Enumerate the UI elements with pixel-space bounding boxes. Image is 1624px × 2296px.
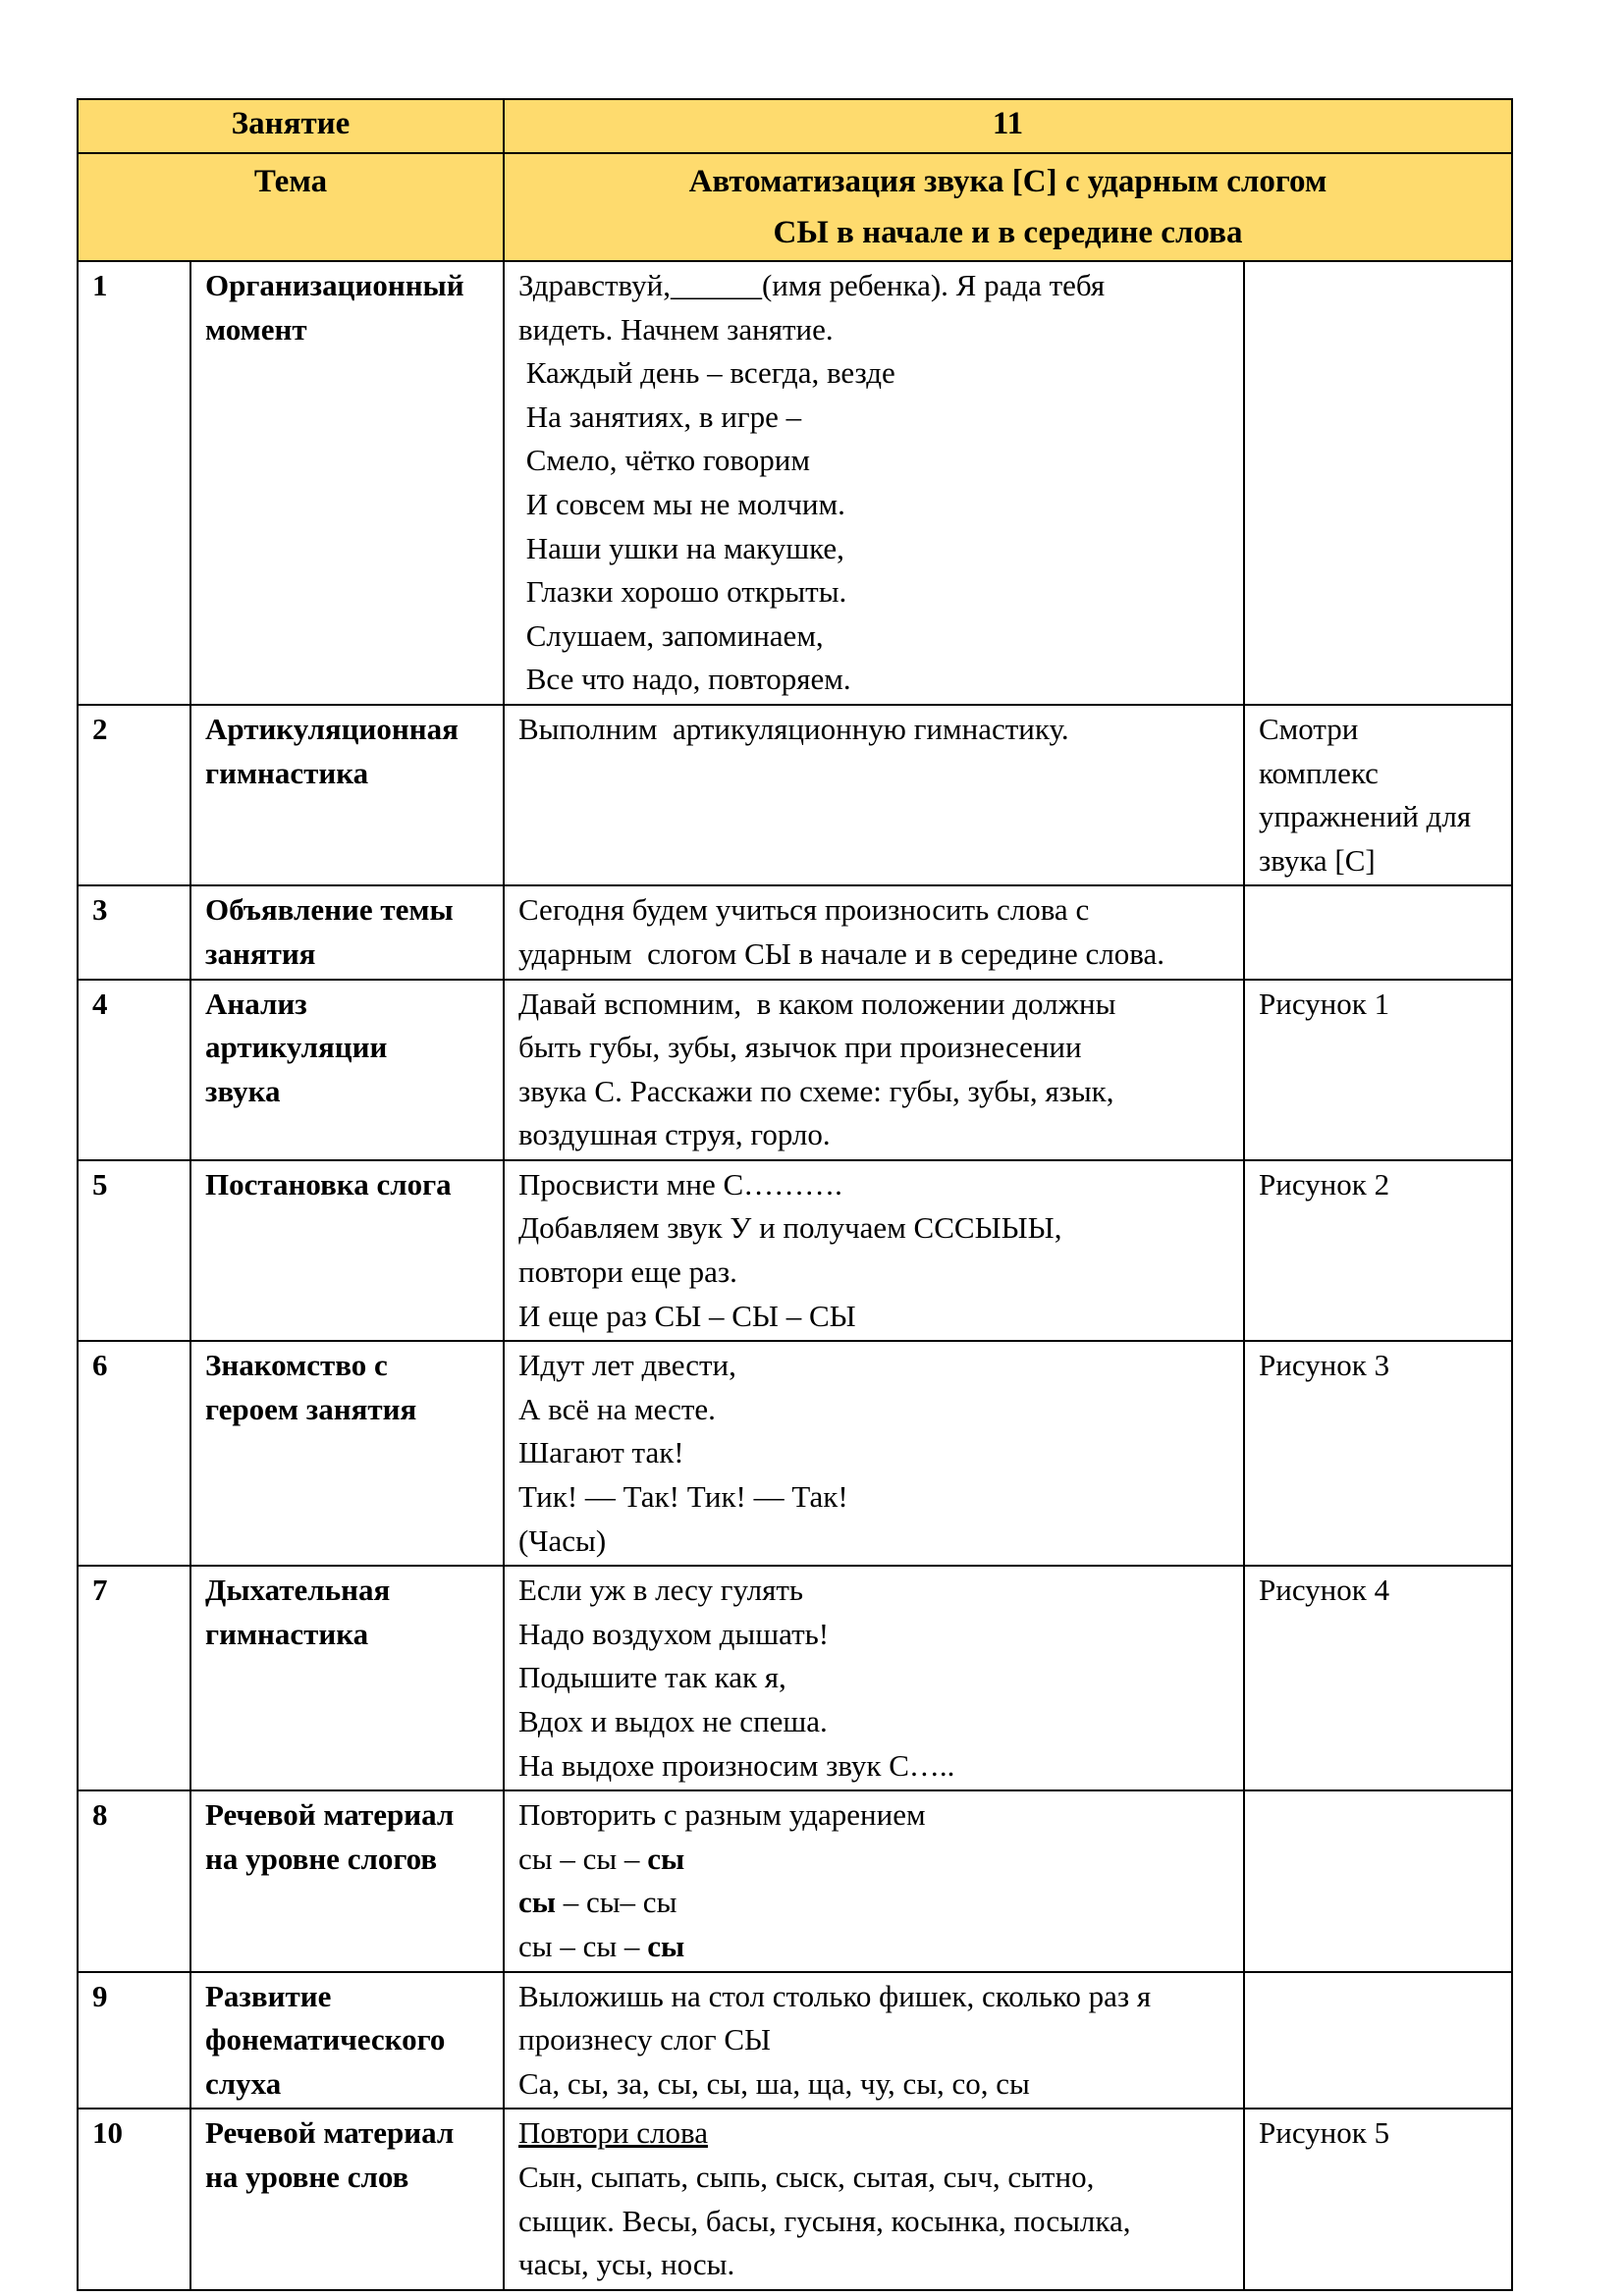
content-line: На выдохе произносим звук С….. <box>518 1747 955 1783</box>
content-line: На занятиях, в игре – <box>518 399 802 434</box>
table-row <box>78 1341 1512 1566</box>
stage-note <box>1244 261 1512 705</box>
note-line: Рисунок 4 <box>1259 1573 1390 1608</box>
content-line: Подышите так как я, <box>518 1660 786 1695</box>
stage-line: на уровне слогов <box>205 1841 438 1876</box>
row-number: 10 <box>78 2109 190 2289</box>
topic-line: Автоматизация звука [С] с ударным слогом <box>688 164 1327 199</box>
stage-name <box>190 885 504 979</box>
stage-note <box>1244 1972 1512 2109</box>
stage-name <box>190 1790 504 1971</box>
content-line: А всё на месте. <box>518 1391 716 1426</box>
stage-line: героем занятия <box>205 1391 417 1426</box>
note-line: комплекс <box>1259 755 1379 790</box>
stage-content <box>504 1341 1244 1566</box>
content-line: И совсем мы не молчим. <box>518 486 845 521</box>
syllable-line <box>518 1925 1229 1969</box>
stage-name <box>190 705 504 885</box>
syllable-part: сы – сы – <box>518 1928 648 1963</box>
stage-content <box>504 1160 1244 1341</box>
stressed-syllable: сы <box>647 1928 685 1963</box>
content-line: Добавляем звук У и получаем СССЫЫЫ, <box>518 1210 1062 1246</box>
content-line: Наши ушки на макушке, <box>518 530 844 565</box>
row-number: 9 <box>78 1972 190 2109</box>
content-line: сыщик. Весы, басы, гусыня, косынка, посылка, <box>518 2203 1131 2238</box>
table-row <box>78 1790 1512 1971</box>
row-number: 7 <box>78 1566 190 1790</box>
table-row <box>78 885 1512 979</box>
stage-content <box>504 980 1244 1160</box>
header-row-topic <box>78 153 1512 261</box>
stage-line: Развитие <box>205 1978 332 2013</box>
content-line: произнесу слог СЫ <box>518 2022 772 2057</box>
content-line: повтори еще раз. <box>518 1255 737 1290</box>
stage-note <box>1244 1160 1512 1341</box>
content-line: Сегодня будем учиться произносить слова с <box>518 892 1090 928</box>
table-row <box>78 261 1512 705</box>
content-line: И еще раз СЫ – СЫ – СЫ <box>518 1298 856 1333</box>
content-line: Са, сы, за, сы, сы, ша, ща, чу, сы, со, сы <box>518 2065 1030 2101</box>
content-line: Выложишь на стол столько фишек, сколько раз я <box>518 1978 1152 2013</box>
stage-line: занятия <box>205 935 316 971</box>
table-row <box>78 1972 1512 2109</box>
content-line: звука С. Расскажи по схеме: губы, зубы, язык, <box>518 1073 1114 1108</box>
table-row <box>78 980 1512 1160</box>
content-line: Слушаем, запоминаем, <box>518 617 824 653</box>
content-line: Если уж в лесу гулять <box>518 1573 804 1608</box>
stage-line: фонематического <box>205 2022 446 2057</box>
content-line: Сын, сыпать, сыпь, сыск, сытая, сыч, сытно, <box>518 2159 1095 2194</box>
table-row <box>78 705 1512 885</box>
stage-note <box>1244 980 1512 1160</box>
table-row <box>78 1566 1512 1790</box>
row-number: 8 <box>78 1790 190 1971</box>
stage-content <box>504 1972 1244 2109</box>
content-line: Глазки хорошо открыты. <box>518 574 847 610</box>
stage-content <box>504 261 1244 705</box>
stage-line: Знакомство с <box>205 1348 388 1383</box>
topic-title <box>504 153 1512 261</box>
syllable-line <box>518 1838 1229 1882</box>
row-number: 2 <box>78 705 190 885</box>
stage-name <box>190 2109 504 2289</box>
stage-note <box>1244 1341 1512 1566</box>
stage-line: момент <box>205 311 307 347</box>
stage-content <box>504 705 1244 885</box>
stage-name <box>190 1160 504 1341</box>
content-line: Выполним артикуляционную гимнастику. <box>518 711 1069 746</box>
stage-note <box>1244 705 1512 885</box>
stage-line: слуха <box>205 2065 282 2101</box>
stage-content <box>504 1566 1244 1790</box>
content-heading: Повтори слова <box>518 2115 708 2151</box>
content-line: Смело, чётко говорим <box>518 443 810 478</box>
content-line: быть губы, зубы, язычок при произнесении <box>518 1030 1082 1065</box>
stage-line: Артикуляционная <box>205 711 459 746</box>
lesson-number: 11 <box>504 99 1512 153</box>
stage-line: Речевой материал <box>205 1797 455 1833</box>
stage-line: Анализ <box>205 986 307 1021</box>
lesson-label: Занятие <box>78 99 504 153</box>
stage-line: Речевой материал <box>205 2115 455 2151</box>
note-line: Рисунок 2 <box>1259 1166 1390 1201</box>
stage-name <box>190 1972 504 2109</box>
stage-content <box>504 1790 1244 1971</box>
stage-note <box>1244 1566 1512 1790</box>
note-line: упражнений для <box>1259 799 1472 834</box>
content-line: Вдох и выдох не спеша. <box>518 1704 828 1738</box>
stage-line: гимнастика <box>205 755 369 790</box>
table-row <box>78 2109 1512 2289</box>
content-line: Повторить с разным ударением <box>518 1797 926 1833</box>
content-line: Все что надо, повторяем. <box>518 662 851 697</box>
content-line: Здравствуй,______(имя ребенка). Я рада тебя <box>518 268 1106 302</box>
stressed-syllable: сы <box>647 1841 685 1876</box>
stage-note <box>1244 885 1512 979</box>
note-line: Рисунок 5 <box>1259 2115 1390 2151</box>
topic-label: Тема <box>78 153 504 261</box>
stage-line: Постановка слога <box>205 1166 452 1201</box>
stage-content <box>504 885 1244 979</box>
note-line: Смотри <box>1259 711 1359 746</box>
row-number: 4 <box>78 980 190 1160</box>
content-line: видеть. Начнем занятие. <box>518 311 834 347</box>
syllable-line <box>518 1881 1229 1925</box>
content-line: Надо воздухом дышать! <box>518 1616 830 1651</box>
note-line: звука [С] <box>1259 842 1376 878</box>
stage-note <box>1244 1790 1512 1971</box>
stage-line: Организационный <box>205 268 464 302</box>
stage-name <box>190 1566 504 1790</box>
stage-name <box>190 1341 504 1566</box>
note-line: Рисунок 3 <box>1259 1348 1390 1383</box>
stage-name <box>190 980 504 1160</box>
content-line: Идут лет двести, <box>518 1348 736 1383</box>
stage-name <box>190 261 504 705</box>
stage-line: артикуляции <box>205 1030 388 1065</box>
syllable-part: сы – сы – <box>518 1841 648 1876</box>
content-line: часы, усы, носы. <box>518 2247 735 2282</box>
stage-line: гимнастика <box>205 1616 369 1651</box>
stage-line: Объявление темы <box>205 892 454 928</box>
stage-line: Дыхательная <box>205 1573 391 1608</box>
content-line: ударным слогом СЫ в начале и в середине слова. <box>518 935 1165 971</box>
lesson-plan-table <box>77 98 1513 2291</box>
stage-line: на уровне слов <box>205 2159 409 2194</box>
syllable-part: – сы– сы <box>555 1885 677 1920</box>
stage-content <box>504 2109 1244 2289</box>
row-number: 1 <box>78 261 190 705</box>
stage-line: звука <box>205 1073 281 1108</box>
topic-line: СЫ в начале и в середине слова <box>773 215 1243 250</box>
row-number: 6 <box>78 1341 190 1566</box>
stressed-syllable: сы <box>518 1885 556 1920</box>
row-number: 5 <box>78 1160 190 1341</box>
content-line: Тик! — Так! Тик! — Так! <box>518 1479 848 1515</box>
content-line: (Часы) <box>518 1522 607 1558</box>
content-line: Просвисти мне С………. <box>518 1166 842 1201</box>
content-line: Каждый день – всегда, везде <box>518 355 895 391</box>
table-row <box>78 1160 1512 1341</box>
header-row-lesson <box>78 99 1512 153</box>
content-line: воздушная струя, горло. <box>518 1117 831 1152</box>
content-line: Шагают так! <box>518 1435 684 1470</box>
note-line: Рисунок 1 <box>1259 986 1390 1021</box>
content-line: Давай вспомним, в каком положении должны <box>518 986 1116 1021</box>
stage-note <box>1244 2109 1512 2289</box>
row-number: 3 <box>78 885 190 979</box>
